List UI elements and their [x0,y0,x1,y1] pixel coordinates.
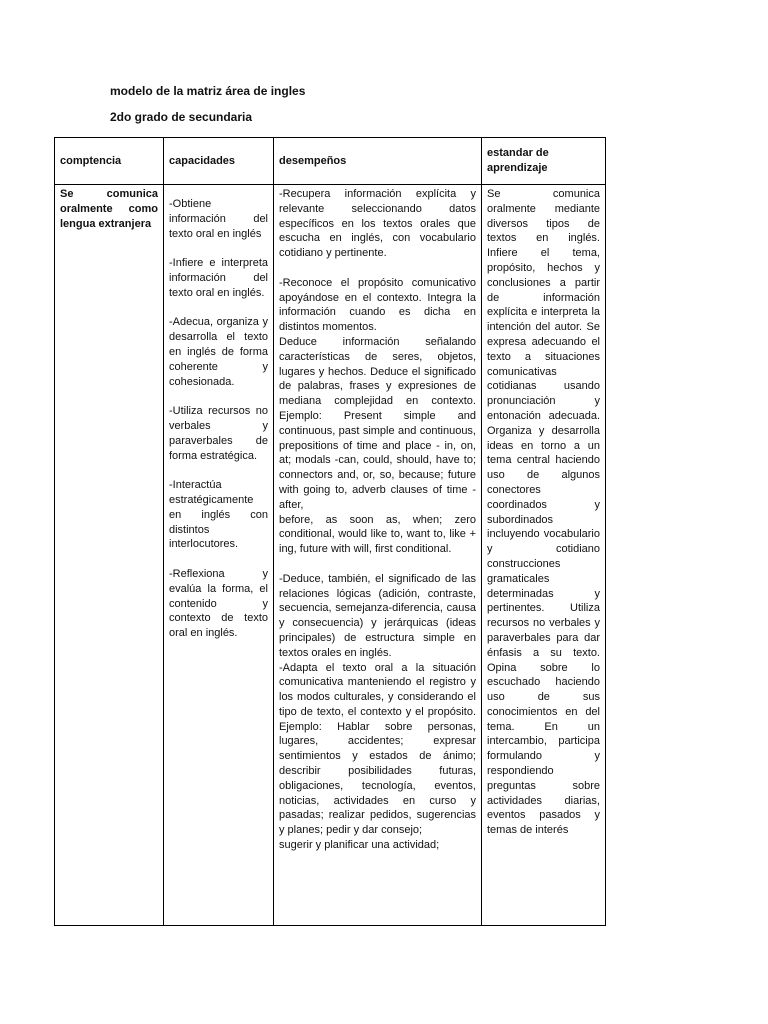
header-estandar: estandar de aprendizaje [482,138,606,185]
estandar-text: Se comunica oralmente mediante diversos tipos de textos en inglés. Infiere el tema, propósito, hechos y conclusiones a partir de información explícita e interpreta la intención del autor. Se expresa adecuando el texto a situaciones comunicativas cotidianas usando pronunciación y entonación adecuada. Organiza y desarrolla ideas en torno a un tema central haciendo uso de algunos conectores coordinados y subordinados incluyendo vocabulario y cotidiano construcciones gramaticales determinadas y pertinentes. Utiliza recursos no verbales y paraverbales para dar énfasis a su texto. Opina sobre lo escuchado haciendo uso de sus conocimientos en del tema. En un intercambio, participa formulando y respondiendo preguntas sobre actividades diarias, eventos pasados y temas de interés [487,188,600,837]
table-header-row [55,138,606,185]
document-title: modelo de la matriz área de ingles [110,84,306,98]
competency-matrix-table [54,137,606,926]
cell-desempenos [274,185,482,926]
capacidad-item: -Interactúa estratégicamente en inglés con distintos interlocutores. [169,479,268,551]
desempeno-item: -Adapta el texto oral a la situación comunicativa manteniendo el registro y los modos culturales, y considerando el tipo de texto, el contexto y el propósito. Ejemplo: Hablar sobre personas, lugares, accidentes; expresar sentimientos y estados de ánimo; describir posibilidades futuras, obligaciones, tecnología, eventos, noticias, actividades en curso y pasadas; realizar pedidos, sugerencias y planes; pedir y dar consejo; [279,661,476,837]
capacidad-item: -Obtiene información del texto oral en inglés [169,198,268,240]
competencia-text: Se comunica oralmente como lengua extranjera [60,188,158,230]
desempenos-list [279,187,476,925]
header-desempenos: desempeños [274,138,482,185]
table-row [55,185,606,926]
document-subtitle: 2do grado de secundaria [110,110,253,124]
desempeno-item: -Deduce, también, el significado de las relaciones lógicas (adición, contraste, secuencia, semejanza-diferencia, causa y consecuencia) y jerárquicas (ideas principales) de estructura simple en textos orales en inglés. [279,572,476,659]
desempeno-item: Deduce información señalando características de seres, objetos, lugares y hechos. Deduce el significado de palabras, frases y expresiones de mediana complejidad en contexto. Ejemplo: Present simple and continuous, past simple and continuous, prepositions of time and place - in, on, at; modals -can, could, should, have to; connectors and, or, so, because; future with going to, adverb clauses of time -after, [279,335,476,511]
capacidad-item: -Adecua, organiza y desarrolla el texto en inglés de forma coherente y cohesionada. [169,316,268,388]
desempeno-item: before, as soon as, when; zero conditional, would like to, want to, like + ing, future with will, first conditional. [279,513,476,556]
cell-estandar [482,185,606,926]
header-competencia: comptencia [55,138,164,185]
cell-capacidades [164,185,274,926]
desempeno-item: -Recupera información explícita y relevante seleccionando datos específicos en los textos orales que escucha en inglés, con vocabulario cotidiano y pertinente. [279,188,476,260]
capacidades-list [169,197,268,641]
capacidad-item: -Reflexiona y evalúa la forma, el contenido y contexto de texto oral en inglés. [169,567,268,640]
cell-competencia [55,185,164,926]
capacidad-item: -Infiere e interpreta información del texto oral en inglés. [169,257,268,299]
desempeno-item: -Reconoce el propósito comunicativo apoyándose en el contexto. Integra la información cuando es dicha en distintos momentos. [279,276,476,334]
header-capacidades: capacidades [164,138,274,185]
desempeno-item: sugerir y planificar una actividad; [279,839,440,852]
capacidad-item: -Utiliza recursos no verbales y paraverbales de forma estratégica. [169,405,268,462]
